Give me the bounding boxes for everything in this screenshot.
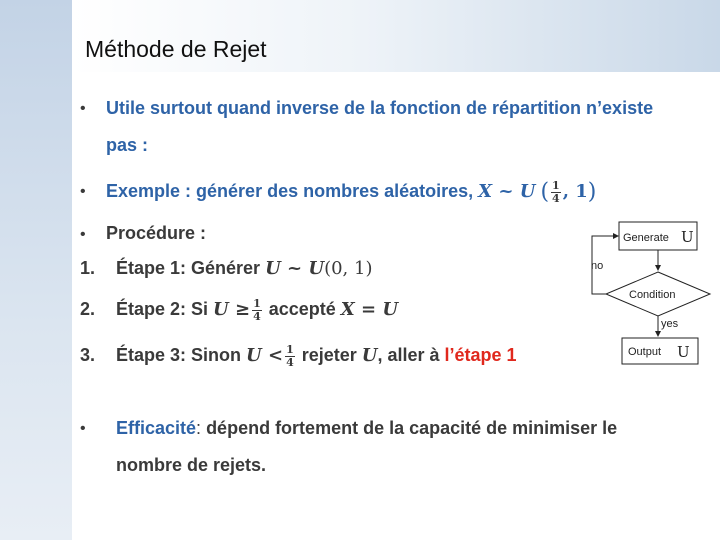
flow-yes-label: yes	[661, 318, 679, 330]
step-3-math: U <	[246, 345, 284, 366]
flow-output-var: U	[677, 343, 690, 361]
flow-generate-label: Generate	[623, 232, 669, 244]
bullet-1-line-2: pas :	[106, 135, 149, 155]
step-2-after: accepté	[263, 299, 341, 319]
bullet-dot: •	[80, 420, 86, 437]
bullet-4-text: dépend fortement de la capacité de minimiser le	[206, 418, 618, 438]
step-2-math-2: X = U	[340, 299, 399, 320]
slide-title: Méthode de Rejet	[85, 36, 267, 62]
bullet-4-colon: :	[196, 418, 207, 438]
fraction-denominator: 4	[253, 309, 261, 323]
step-3-number: 3.	[80, 345, 96, 365]
bullet-2-text: Exemple : générer des nombres aléatoires,	[106, 181, 479, 201]
step-1	[116, 258, 372, 279]
bullet-2-math: X ~ U	[478, 181, 536, 202]
fraction-denominator: 4	[552, 191, 560, 205]
bullet-4-line-2: nombre de rejets.	[116, 455, 267, 475]
bullet-dot: •	[80, 226, 86, 243]
step-2-math: U ≥	[213, 299, 251, 320]
step-1-number: 1.	[80, 258, 96, 278]
bullet-dot: •	[80, 183, 86, 200]
fraction-numerator: 1	[253, 296, 261, 310]
fraction-numerator: 1	[552, 178, 560, 192]
bullet-1-line-1: Utile surtout quand inverse de la fonction de répartition n’existe	[106, 98, 654, 118]
flowchart-diagram	[585, 218, 715, 368]
bullet-4-line-1	[116, 418, 617, 439]
step-3-fraction	[285, 344, 295, 369]
step-2-number: 2.	[80, 299, 96, 319]
step-3-red-link: l’étape 1	[444, 345, 517, 365]
step-3-math-2: U	[361, 345, 378, 366]
flow-no-label: no	[591, 260, 604, 272]
step-3-after: rejeter	[296, 345, 362, 365]
step-1-math: U ~ U	[265, 258, 325, 279]
step-2	[116, 291, 398, 328]
bullet-2-fraction	[551, 180, 561, 205]
bullet-dot: •	[80, 100, 86, 117]
step-1-label: Étape 1: Générer	[116, 258, 266, 278]
bullet-4-keyword: Efficacité	[116, 418, 197, 438]
fraction-numerator: 1	[286, 342, 294, 356]
step-3-label: Étape 3: Sinon	[116, 345, 247, 365]
step-3-after-2: , aller à	[377, 345, 445, 365]
flow-condition-label: Condition	[629, 289, 676, 301]
step-2-fraction	[252, 298, 262, 323]
fraction-denominator: 4	[286, 355, 294, 369]
bullet-3-procedure: Procédure :	[106, 223, 207, 243]
step-3	[116, 337, 517, 374]
step-2-label: Étape 2: Si	[116, 299, 214, 319]
flow-generate-var: U	[681, 228, 694, 246]
flow-output-label: Output	[628, 346, 662, 358]
left-decor-band	[0, 0, 72, 540]
bullet-2-math-end: , 1	[562, 181, 588, 202]
step-1-paren: (0, 1)	[324, 258, 373, 279]
bullet-2: Exemple : générer des nombres aléatoires, X ~ U ( $\frac{1}{4}$ , 1)	[106, 178, 597, 205]
